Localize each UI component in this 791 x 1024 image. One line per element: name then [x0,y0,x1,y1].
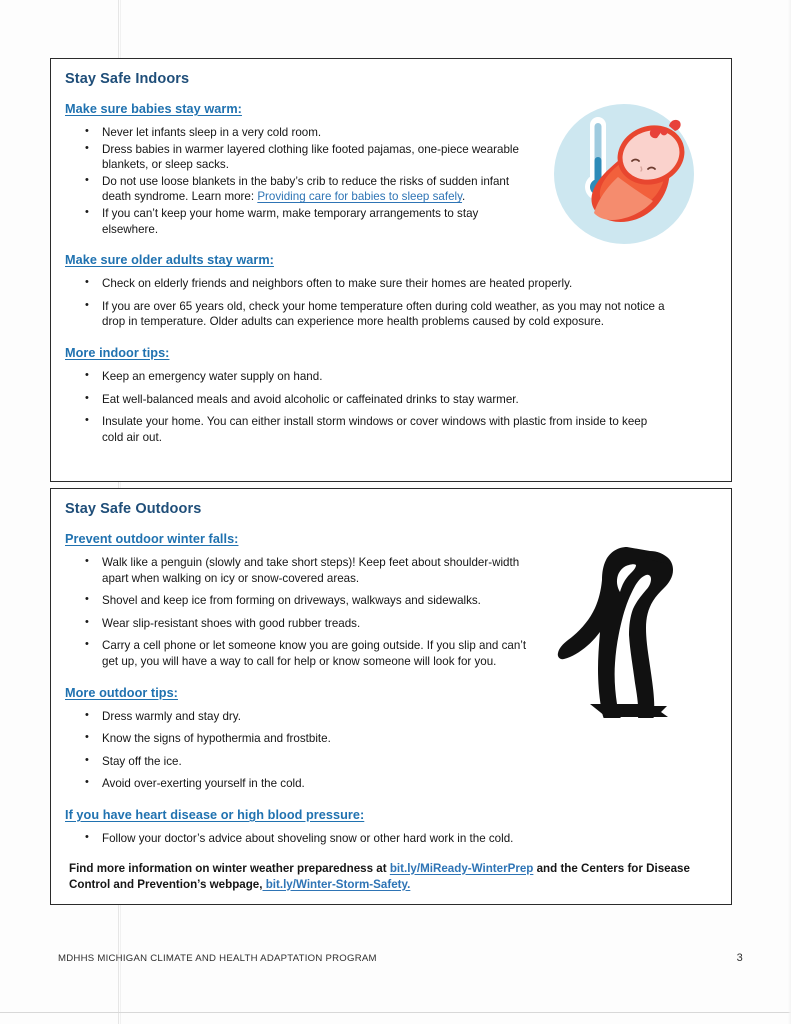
subsection-heading: More outdoor tips: [65,685,178,700]
page-number: 3 [736,952,743,964]
list-item: • Know the signs of hypothermia and frostbite. [65,731,705,747]
page-footer [58,952,743,964]
page-title-indoors: Stay Safe Indoors [65,71,190,87]
scan-artifact-line [0,1012,791,1013]
swaddled-baby-thermometer-icon [549,99,699,249]
closing-text-1: Find more information on winter weather preparedness at [69,861,390,875]
list-item: • Wear slip-resistant shoes with good rubber treads. [65,616,535,632]
subsection-heading: Prevent outdoor winter falls: [65,532,239,546]
penguin-silhouette-icon [555,543,675,718]
stay-safe-indoors-panel [50,58,732,482]
tips-list [65,831,705,847]
subsection-heading: More indoor tips: [65,345,170,360]
list-item: • Keep an emergency water supply on hand. [65,369,665,385]
list-item: • Dress warmly and stay dry. [65,709,705,725]
list-item: • Avoid over-exerting yourself in the cold. [65,776,705,792]
subsection-3 [65,806,717,827]
tips-list [65,555,535,670]
closing-text-2: and the Centers for Disease Control and Prevention’s webpage, [69,861,690,891]
list-item: • Eat well-balanced meals and avoid alcoholic or caffeinated drinks to stay warmer. [65,392,665,408]
inline-resource-link[interactable]: Providing care for babies to sleep safely [257,190,463,204]
tips-list [65,369,665,445]
list-item-text: Do not use loose blankets in the baby’s crib to reduce the risks of sudden infant death syndrome. Learn more: [102,174,510,204]
subsection-2 [65,251,717,272]
page-title-outdoors: Stay Safe Outdoors [65,501,202,517]
list-item: • Carry a cell phone or let someone know you are going outside. If you slip and can’t get up, you will have a way to call for help or know someone will look for you. [65,638,535,669]
list-item: • Shovel and keep ice from forming on driveways, walkways and sidewalks. [65,593,535,609]
list-item-text-tail: . [462,190,466,204]
list-item: • Check on elderly friends and neighbors often to make sure their homes are heated properly. [65,276,665,292]
list-item: • Insulate your home. You can either install storm windows or cover windows with plastic from inside to keep cold air out. [65,414,665,445]
mi-ready-winterprep-link[interactable]: bit.ly/MiReady-WinterPrep [389,861,534,875]
stay-safe-outdoors-panel [50,488,732,905]
footer-program-label: MDHHS MICHIGAN CLIMATE AND HEALTH ADAPTATION PROGRAM [58,953,377,964]
list-item: • Follow your doctor’s advice about shoveling snow or other hard work in the cold. [65,831,705,847]
list-item: • Walk like a penguin (slowly and take short steps)! Keep feet about shoulder-width apart when walking on icy or snow-covered areas. [65,555,535,586]
tips-list [65,125,520,237]
tips-list [65,709,705,792]
more-information-note [65,861,714,893]
tips-list [65,276,665,330]
subsection-heading: Make sure older adults stay warm: [65,253,274,268]
list-item: • Never let infants sleep in a very cold room. [65,125,520,141]
subsection-heading: Make sure babies stay warm: [65,102,242,116]
list-item: • Dress babies in warmer layered clothing like footed pajamas, one-piece wearable blankets, or sleep sacks. [65,142,520,173]
list-item: • If you can’t keep your home warm, make temporary arrangements to stay elsewhere. [65,206,520,237]
list-item [65,174,520,205]
list-item: • Stay off the ice. [65,754,705,770]
winter-storm-safety-link[interactable]: bit.ly/Winter-Storm-Safety. [262,877,411,891]
list-item: • If you are over 65 years old, check your home temperature often during cold weather, as you may not notice a drop in temperature. Older adults can experience more health problems caused by cold exposure. [65,299,665,330]
subsection-heading: If you have heart disease or high blood pressure: [65,807,365,822]
subsection-3 [65,344,717,365]
